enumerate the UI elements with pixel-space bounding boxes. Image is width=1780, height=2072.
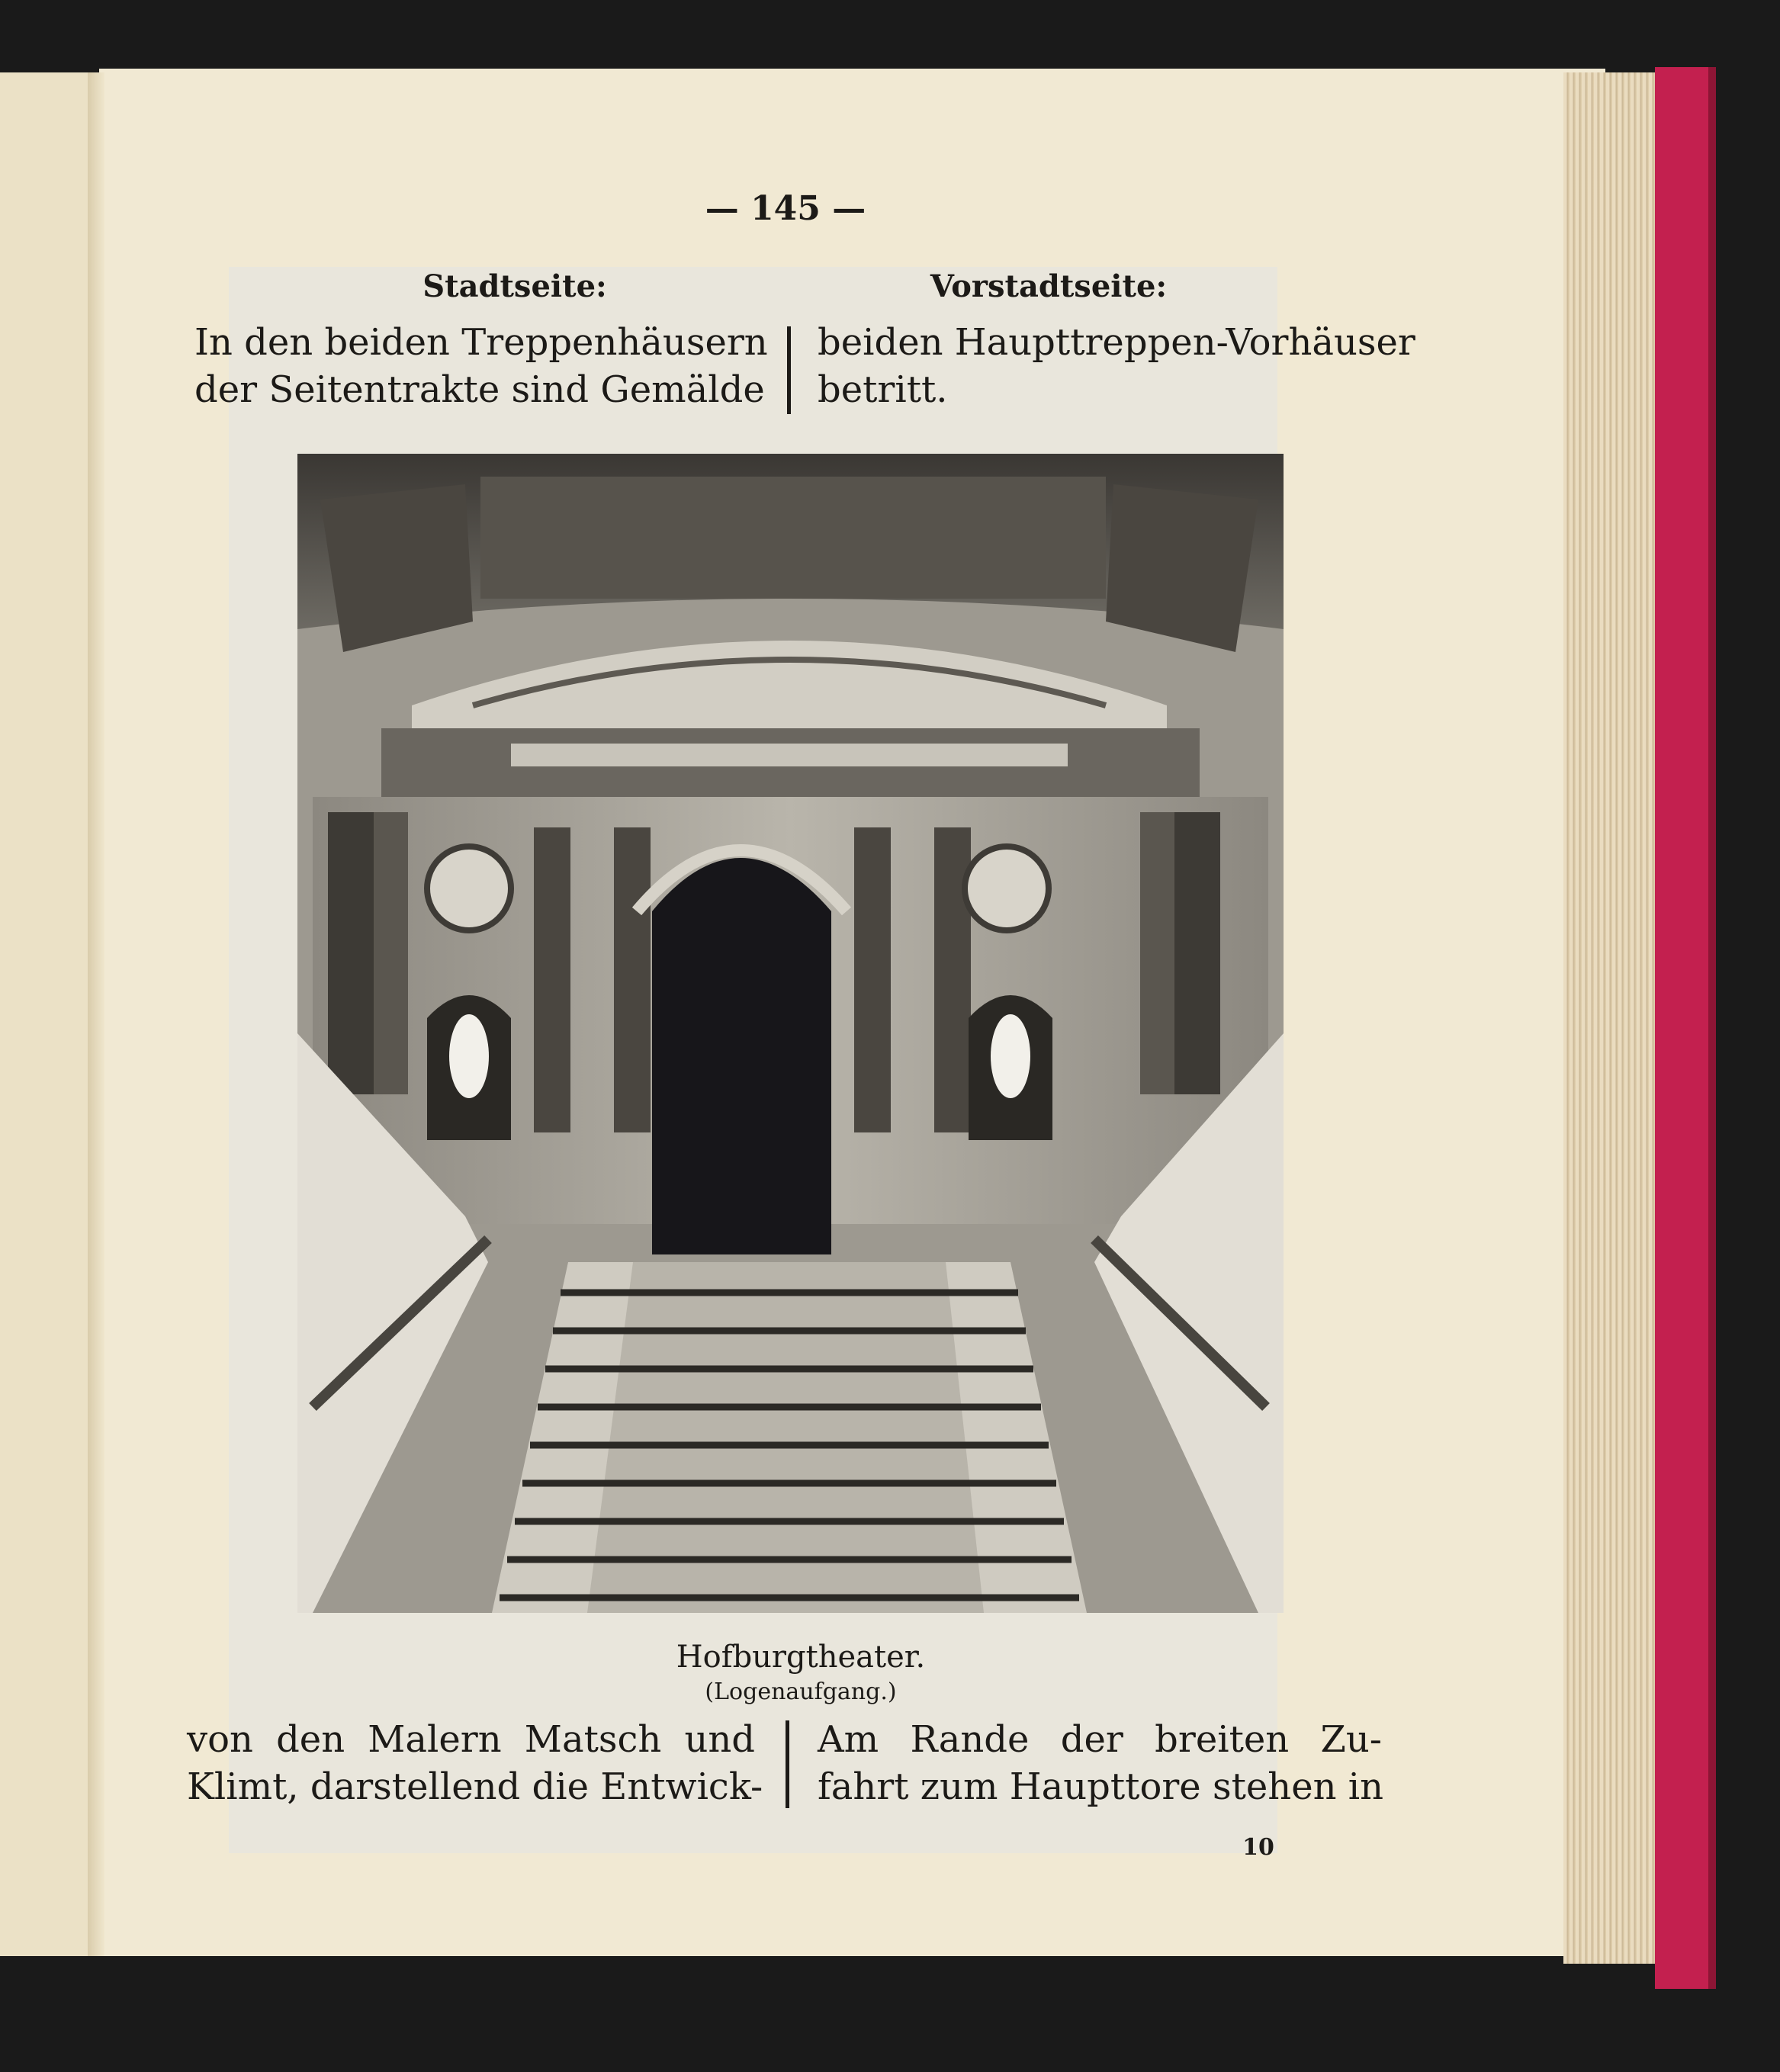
text-line: betritt. bbox=[818, 368, 948, 411]
column-divider bbox=[787, 326, 791, 414]
column-bottom-right bbox=[818, 1716, 1382, 1810]
page-number: — 145 — bbox=[705, 189, 866, 228]
staircase-photograph bbox=[297, 454, 1284, 1613]
photo-caption: Hofburgtheater. bbox=[676, 1640, 926, 1675]
text-line: Klimt, darstellend die Entwick- bbox=[187, 1765, 763, 1808]
column-top-left bbox=[194, 319, 768, 413]
text-line: beiden Haupttreppen-Vorhäuser bbox=[818, 321, 1415, 364]
page-edges bbox=[1563, 72, 1663, 1964]
column-divider bbox=[786, 1720, 789, 1808]
heading-vorstadtseite: Vorstadtseite: bbox=[930, 268, 1168, 304]
text-line: von den Malern Matsch und bbox=[187, 1718, 755, 1761]
column-top-right bbox=[818, 319, 1415, 413]
text-line: In den beiden Treppenhäusern bbox=[194, 321, 768, 364]
signature-mark: 10 bbox=[1242, 1834, 1274, 1861]
text-line: fahrt zum Haupttore stehen in bbox=[818, 1765, 1384, 1808]
red-book-cover bbox=[1655, 67, 1708, 1989]
photo-subcaption: (Logenaufgang.) bbox=[705, 1678, 897, 1705]
column-bottom-left bbox=[187, 1716, 763, 1810]
heading-stadtseite: Stadtseite: bbox=[423, 268, 607, 304]
text-line: Am Rande der breiten Zu- bbox=[818, 1718, 1382, 1761]
text-line: der Seitentrakte sind Gemälde bbox=[194, 368, 765, 411]
book-gutter bbox=[88, 72, 104, 1956]
